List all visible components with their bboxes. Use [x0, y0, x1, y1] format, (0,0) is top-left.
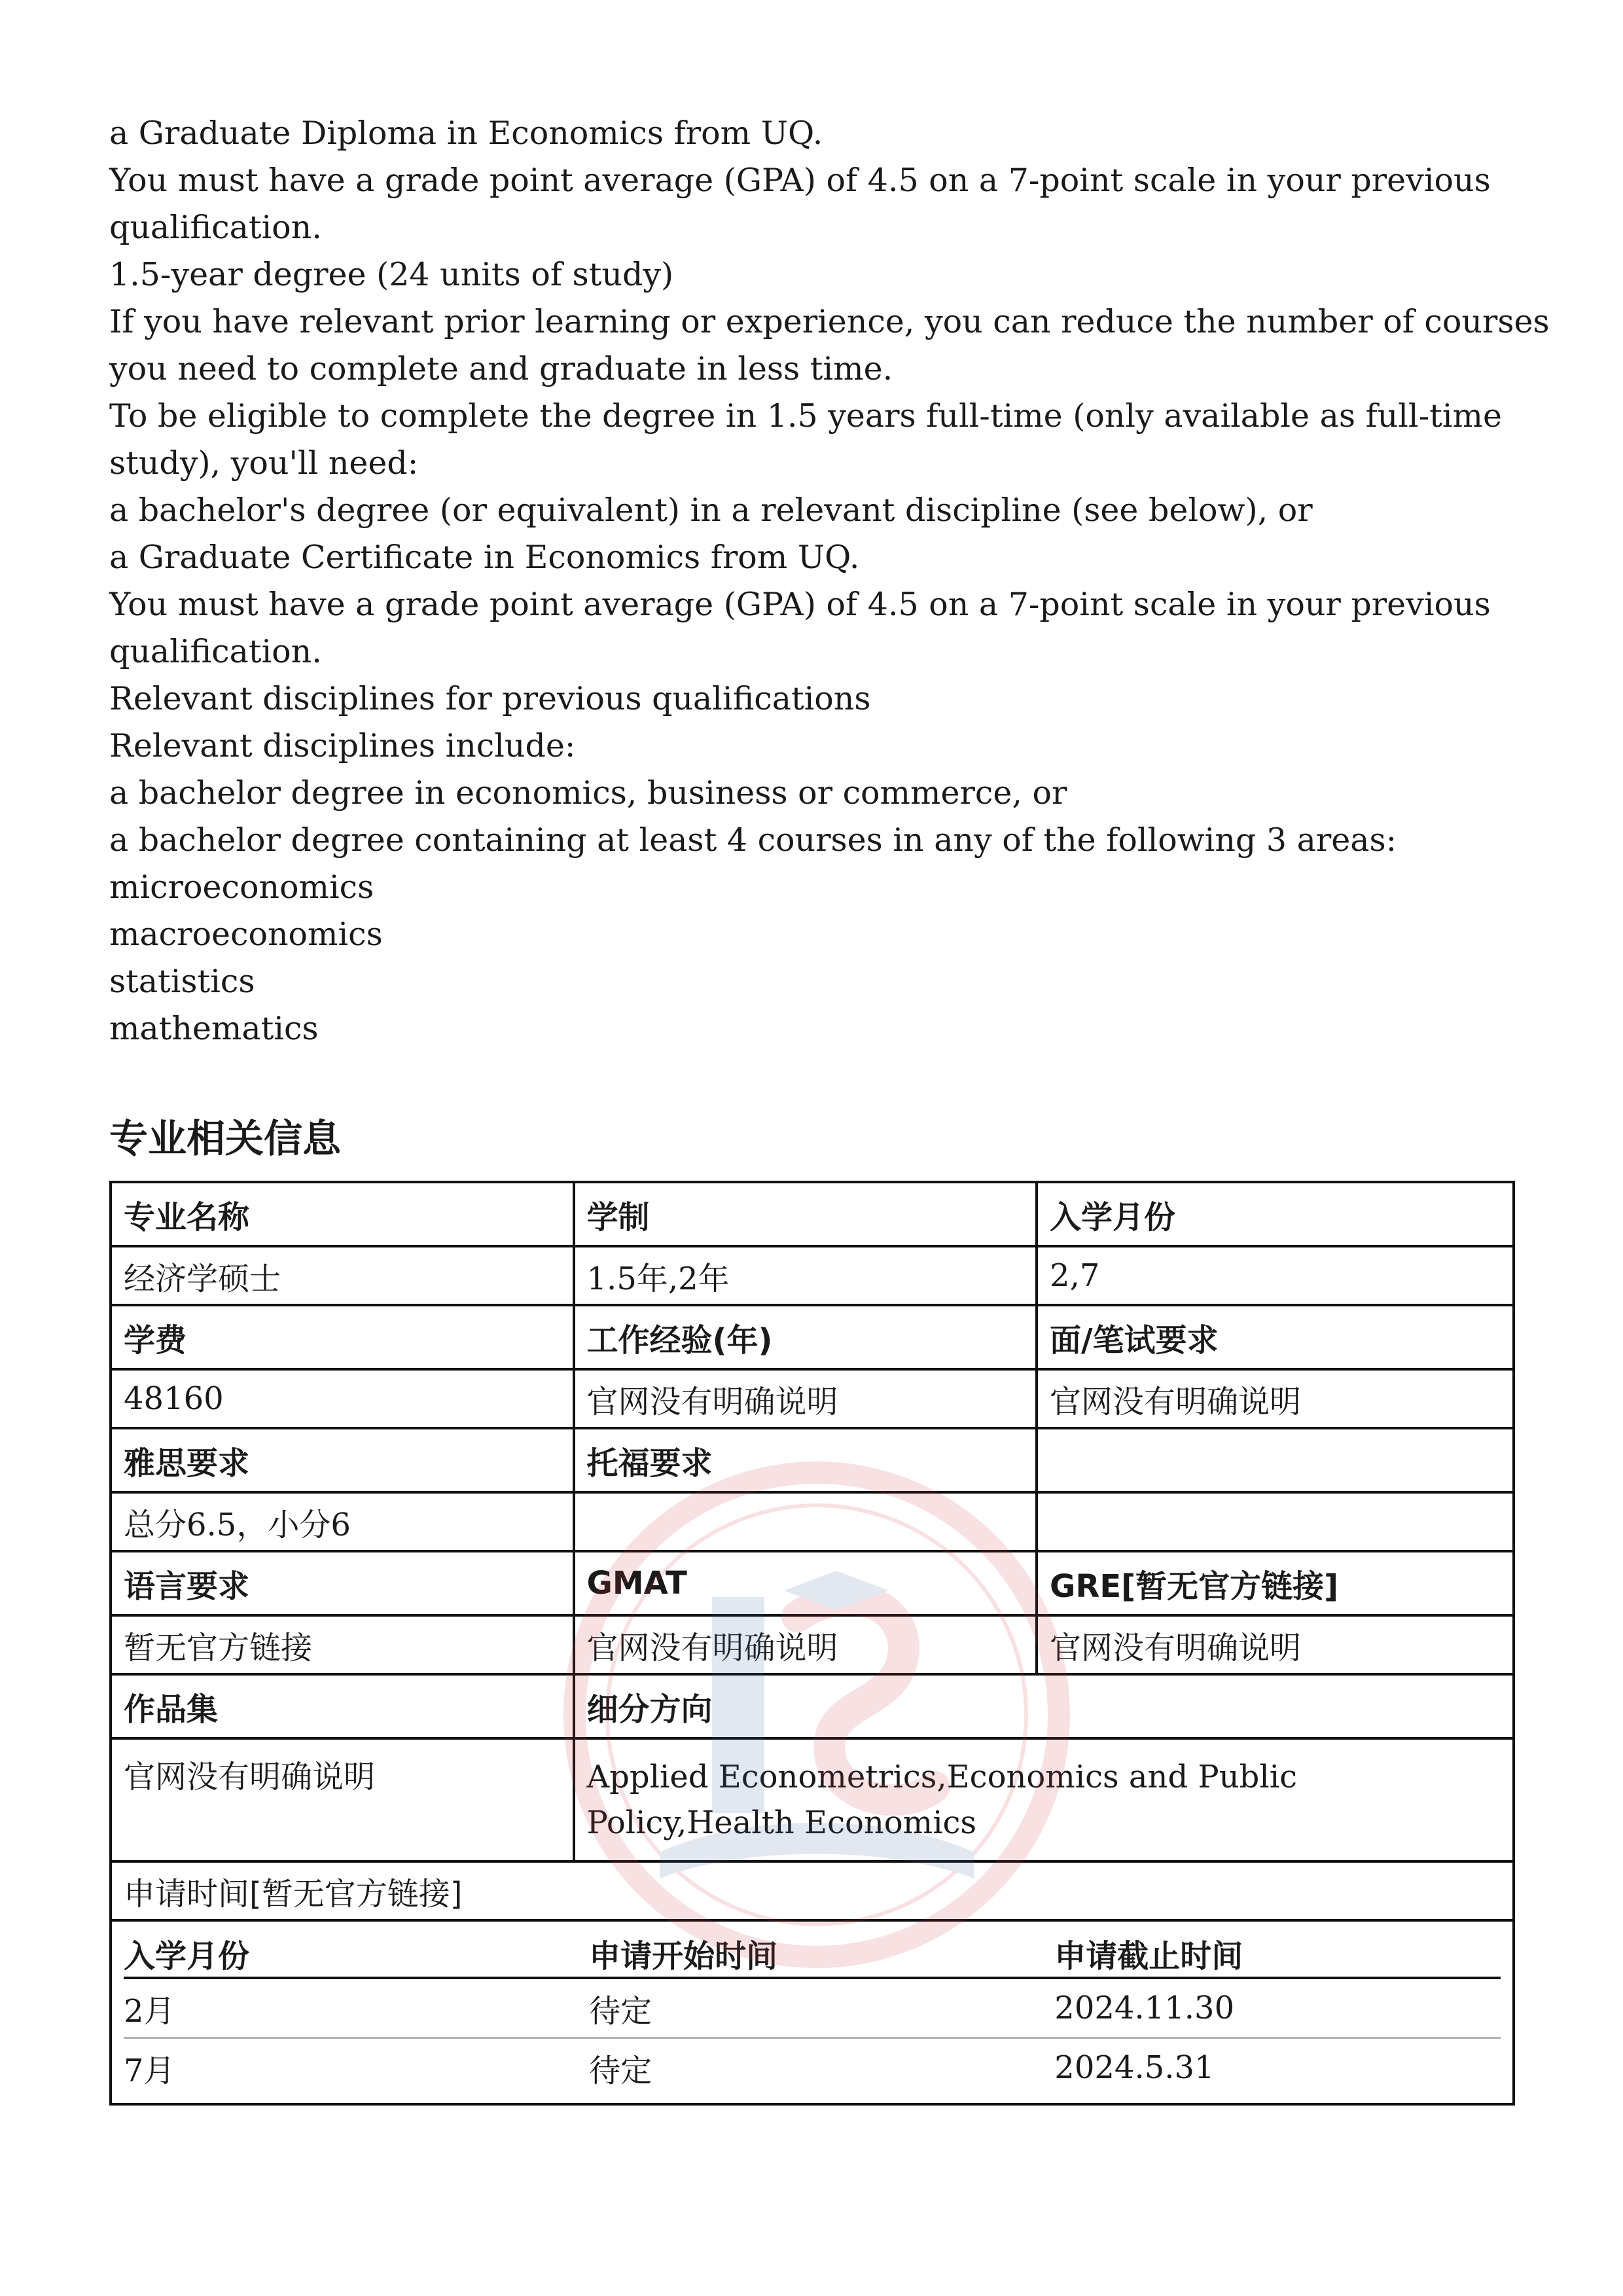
text-line: qualification. [109, 633, 322, 670]
schedule-start: 待定 [589, 2052, 652, 2089]
schedule-intake: 2月 [124, 1978, 589, 2038]
table-row [111, 1920, 1514, 2104]
empty-cell [1037, 1492, 1514, 1551]
ielts-value: 总分6.5，小分6 [111, 1492, 574, 1551]
text-line: a Graduate Certificate in Economics from UQ. [109, 539, 860, 576]
text-line: To be eligible to complete the degree in 1.5 years full-time (only available as full-time [109, 397, 1502, 435]
schedule-deadline: 2024.5.31 [1054, 2049, 1215, 2086]
text-line: You must have a grade point average (GPA) of 4.5 on a 7-point scale in your previous [109, 586, 1491, 623]
toefl-value [574, 1492, 1037, 1551]
application-schedule-table [124, 1929, 1501, 2096]
schedule-row [124, 2038, 1501, 2097]
work-experience-label: 工作经验(年) [574, 1305, 1037, 1369]
interview-label: 面/笔试要求 [1037, 1305, 1514, 1369]
text-line: macroeconomics [109, 916, 383, 953]
table-row [111, 1738, 1514, 1861]
text-line: Relevant disciplines for previous qualifications [109, 680, 871, 717]
schedule-header-start: 申请开始时间 [589, 1929, 1054, 1978]
duration-value: 1.5年,2年 [574, 1246, 1037, 1305]
language-value: 暂无官方链接 [111, 1615, 574, 1674]
gre-label: GRE[暂无官方链接] [1037, 1551, 1514, 1615]
section-title: 专业相关信息 [109, 1116, 342, 1161]
text-line: statistics [109, 963, 255, 1000]
schedule-header-deadline: 申请截止时间 [1054, 1929, 1501, 1978]
table-row [111, 1428, 1514, 1492]
text-line: Relevant disciplines include: [109, 727, 576, 764]
work-experience-value: 官网没有明确说明 [574, 1369, 1037, 1428]
text-line: 1.5-year degree (24 units of study) [109, 256, 674, 293]
schedule-cell [111, 1920, 1514, 2104]
text-line: you need to complete and graduate in less time. [109, 350, 893, 387]
intake-value: 2,7 [1037, 1246, 1514, 1305]
table-row [111, 1492, 1514, 1551]
table-row [111, 1551, 1514, 1615]
text-line: qualification. [109, 209, 322, 246]
major-name-value: 经济学硕士 [111, 1246, 574, 1305]
program-info-table [109, 1181, 1515, 2106]
table-row [111, 1861, 1514, 1920]
tuition-value: 48160 [111, 1369, 574, 1428]
schedule-start: 待定 [589, 1978, 1054, 2038]
text-line: mathematics [109, 1010, 319, 1047]
schedule-intake: 7月 [124, 2052, 175, 2089]
specialization-label: 细分方向 [574, 1674, 1514, 1738]
portfolio-label: 作品集 [111, 1674, 574, 1738]
schedule-header-row [124, 1929, 1501, 1978]
interview-value: 官网没有明确说明 [1037, 1369, 1514, 1428]
language-label: 语言要求 [111, 1551, 574, 1615]
table-row [111, 1615, 1514, 1674]
table-row [111, 1674, 1514, 1738]
schedule-header-intake: 入学月份 [124, 1929, 589, 1978]
ielts-label: 雅思要求 [111, 1428, 574, 1492]
gre-value: 官网没有明确说明 [1037, 1615, 1514, 1674]
text-line: a Graduate Diploma in Economics from UQ. [109, 115, 823, 152]
schedule-deadline: 2024.11.30 [1054, 1978, 1501, 2038]
toefl-label: 托福要求 [574, 1428, 1037, 1492]
gmat-label: GMAT [574, 1551, 1037, 1615]
tuition-label: 学费 [111, 1305, 574, 1369]
gmat-value: 官网没有明确说明 [574, 1615, 1037, 1674]
empty-cell [1037, 1428, 1514, 1492]
portfolio-value: 官网没有明确说明 [111, 1738, 574, 1861]
specialization-value: Applied Econometrics,Economics and Public Policy,Health Economics [574, 1738, 1514, 1861]
schedule-row [124, 1978, 1501, 2038]
table-row [111, 1305, 1514, 1369]
table-row [111, 1182, 1514, 1246]
text-line: You must have a grade point average (GPA) of 4.5 on a 7-point scale in your previous [109, 162, 1491, 199]
table-row [111, 1246, 1514, 1305]
body-text [109, 110, 1550, 1052]
text-line: a bachelor degree containing at least 4 courses in any of the following 3 areas: [109, 821, 1397, 859]
text-line: study), you'll need: [109, 444, 419, 482]
application-time-label: 申请时间[暂无官方链接] [111, 1861, 1514, 1920]
major-name-label: 专业名称 [111, 1182, 574, 1246]
duration-label: 学制 [574, 1182, 1037, 1246]
text-line: microeconomics [109, 869, 374, 906]
intake-label: 入学月份 [1037, 1182, 1514, 1246]
text-line: a bachelor's degree (or equivalent) in a relevant discipline (see below), or [109, 492, 1313, 529]
table-row [111, 1369, 1514, 1428]
text-line: If you have relevant prior learning or experience, you can reduce the number of courses [109, 303, 1550, 340]
text-line: a bachelor degree in economics, business or commerce, or [109, 774, 1067, 812]
